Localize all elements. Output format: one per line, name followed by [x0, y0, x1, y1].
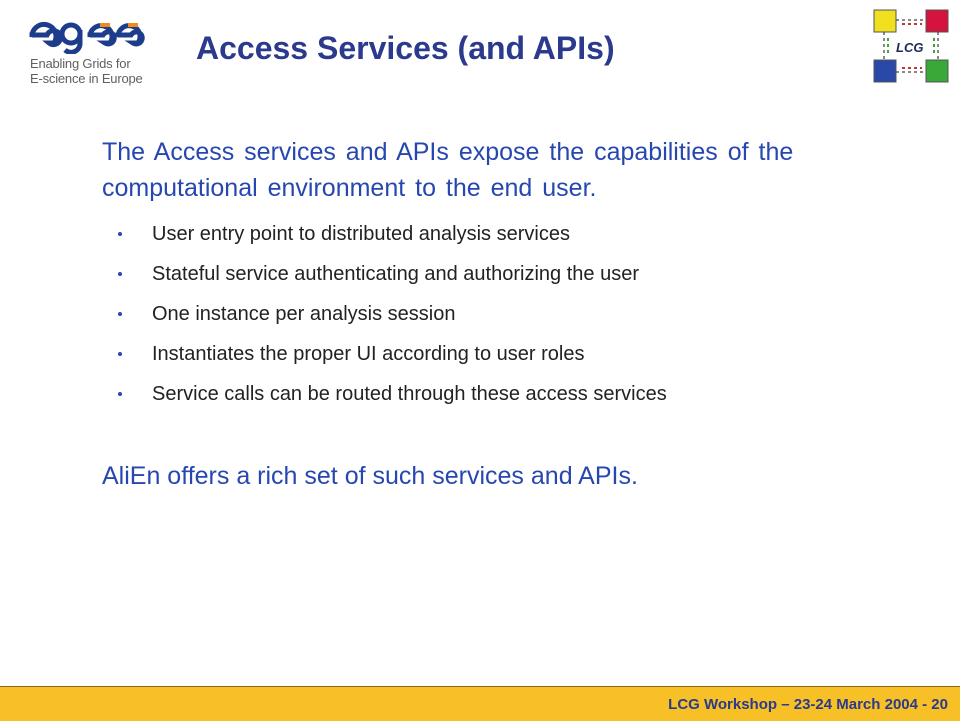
- bullet-dot-icon: [118, 352, 122, 356]
- bullet-text: Stateful service authenticating and authorizing the user: [152, 263, 639, 285]
- closing-statement: AliEn offers a rich set of such services and APIs.: [102, 462, 638, 490]
- footer-text: LCG Workshop – 23-24 March 2004 - 20: [668, 696, 948, 713]
- lcg-label: LCG: [896, 40, 924, 55]
- egee-wordmark-icon: [28, 20, 148, 54]
- intro-paragraph: The Access services and APIs expose the capabilities of the computational environment to the end user.: [102, 138, 794, 202]
- bullet-text: User entry point to distributed analysis services: [152, 223, 570, 245]
- egee-tagline: [30, 56, 143, 86]
- egee-logo: [28, 20, 158, 92]
- slide-title: Access Services (and APIs): [196, 30, 615, 66]
- lcg-logo: [872, 8, 952, 86]
- bullet-dot-icon: [118, 392, 122, 396]
- bullet-dot-icon: [118, 312, 122, 316]
- bullet-dot-icon: [118, 272, 122, 276]
- bullet-text: Service calls can be routed through these access services: [152, 383, 667, 405]
- egee-tagline-line-2: E-science in Europe: [30, 71, 143, 86]
- bullet-text: One instance per analysis session: [152, 303, 456, 325]
- bullet-text: Instantiates the proper UI according to user roles: [152, 343, 585, 365]
- egee-tagline-line-1: Enabling Grids for: [30, 56, 131, 71]
- footer-bar: [0, 686, 960, 721]
- bullet-dot-icon: [118, 232, 122, 236]
